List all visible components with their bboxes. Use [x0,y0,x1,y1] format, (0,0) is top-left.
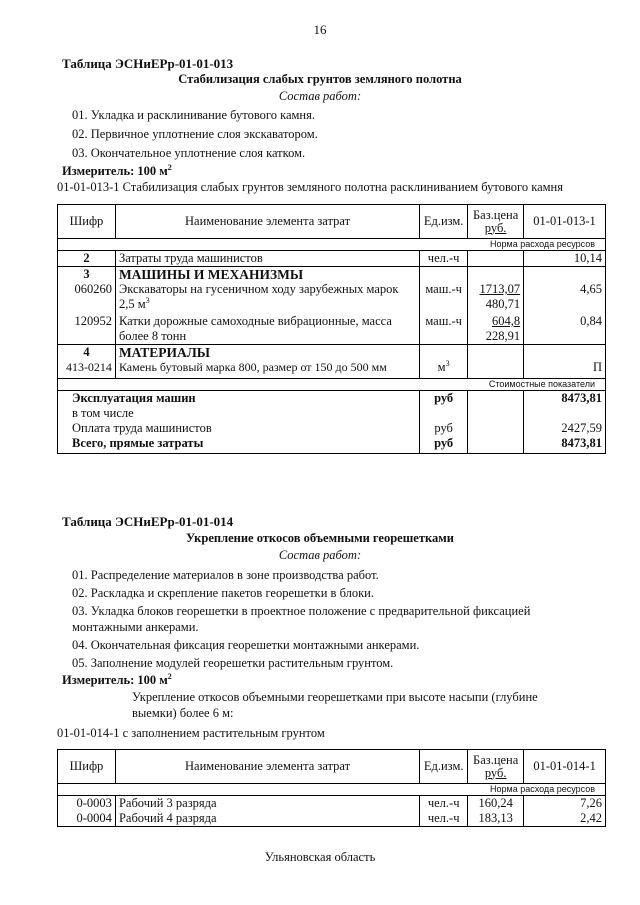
col-shifr: Шифр [58,205,116,239]
table1 [57,204,606,454]
sec-machines-num: 3 [58,267,116,283]
r1-code: 0-0003 [58,796,116,812]
sum-wages-name: Оплата труда машинистов [58,421,420,436]
r1-unit: чел.-ч [420,796,468,812]
col-code: 01-01-013-1 [524,205,606,239]
cost-label: Стоимостные показатели [58,378,606,390]
mat1-value: П [524,360,606,378]
table2-work-5: 05. Заполнение модулей георешетки растительным грунтом. [72,656,394,670]
r1-name: Рабочий 3 разряда [115,796,419,812]
m1-name: Экскаваторы на гусеничном ходу зарубежных марок 2,5 $м^3$ [115,282,419,312]
row-labor-num: 2 [58,251,116,267]
col-shifr: Шифр [58,750,116,784]
mat1-code: 413-0214 [58,360,116,378]
m1-code: 060260 [58,282,116,312]
table2-desc-2: выемки) более 6 м: [132,706,234,720]
col-code: 01-01-014-1 [524,750,606,784]
m1-unit: маш.-ч [420,282,468,312]
r1-price: 160,24 [468,796,524,812]
m2-unit: маш.-ч [420,312,468,345]
sec-materials-num: 4 [58,345,116,361]
mat1-name: Камень бутовый марка 800, размер от 150 до 500 мм [115,360,419,378]
sum-including: в том числе [58,406,420,421]
table1-works-heading: Состав работ: [278,89,362,103]
table1-work-1: 01. Укладка и расклинивание бутового камня. [72,108,315,122]
row-labor-name: Затраты труда машинистов [115,251,419,267]
sum-total-name: Всего, прямые затраты [58,436,420,454]
sum-machines-unit: руб [420,390,468,406]
page-number: 16 [313,22,327,37]
r2-price: 183,13 [468,811,524,827]
m2-value: 0,84 [524,312,606,345]
m1-value: 4,65 [524,282,606,312]
table2-code-line: 01-01-014-1 с заполнением растительным грунтом [57,726,325,740]
col-price: Баз.цена руб. [468,205,524,239]
r2-name: Рабочий 4 разряда [115,811,419,827]
m2-code: 120952 [58,312,116,345]
m1-price: 1713,07 480,71 [468,282,524,312]
col-unit: Ед.изм. [420,205,468,239]
table2-meter: Измеритель: 100 $м^2$ [62,671,172,687]
footer-region: Ульяновская область [264,850,376,864]
norm-label: Норма расхода ресурсов [58,239,606,251]
sum-wages-value: 2427,59 [524,421,606,436]
table2-work-1: 01. Распределение материалов в зоне производства работ. [72,568,379,582]
sum-wages-unit: руб [420,421,468,436]
sum-total-value: 8473,81 [524,436,606,454]
table1-code-line: 01-01-013-1 Стабилизация слабых грунтов земляного полотна расклиниванием бутового камня [57,180,563,194]
table1-meter: Измеритель: 100 $м^2$ [62,162,172,178]
sec-materials-name: МАТЕРИАЛЫ [115,345,419,361]
table2-work-3: 03. Укладка блоков георешетки в проектное положение с предварительной фиксацией [72,604,531,618]
col-unit: Ед.изм. [420,750,468,784]
table2-title: Таблица ЭСНиЕРр-01-01-014 [62,514,234,529]
table1-work-3: 03. Окончательное уплотнение слоя катком. [72,146,306,160]
r2-code: 0-0004 [58,811,116,827]
col-name: Наименование элемента затрат [115,750,419,784]
table2-work-2: 02. Раскладка и скрепление пакетов георешетки в блоки. [72,586,374,600]
col-price: Баз.цена руб. [468,750,524,784]
table2-subtitle: Укрепление откосов объемными георешетками [186,531,454,545]
sum-total-unit: руб [420,436,468,454]
r2-value: 2,42 [524,811,606,827]
row-labor-unit: чел.-ч [420,251,468,267]
sum-machines-name: Эксплуатация машин [58,390,420,406]
table1-work-2: 02. Первичное уплотнение слоя экскаватором. [72,127,318,141]
table1-subtitle: Стабилизация слабых грунтов земляного полотна [178,72,462,86]
m2-price: 604,8 228,91 [468,312,524,345]
col-name: Наименование элемента затрат [115,205,419,239]
row-labor-value: 10,14 [524,251,606,267]
table1-title: Таблица ЭСНиЕРр-01-01-013 [62,56,234,71]
sec-machines-name: МАШИНЫ И МЕХАНИЗМЫ [115,267,419,283]
table2-desc-1: Укрепление откосов объемными георешетками при высоте насыпи (глубине [132,690,538,704]
table2-works-heading: Состав работ: [278,548,362,562]
sum-machines-value: 8473,81 [524,390,606,406]
table2-work-4: 04. Окончательная фиксация георешетки монтажными анкерами. [72,638,420,652]
mat1-unit: $м^3$ [420,360,468,378]
table2-work-3-cont: монтажными анкерами. [72,620,199,634]
r1-value: 7,26 [524,796,606,812]
r2-unit: чел.-ч [420,811,468,827]
table2 [57,749,606,827]
m2-name: Катки дорожные самоходные вибрационные, масса более 8 тонн [115,312,419,345]
norm-label: Норма расхода ресурсов [58,784,606,796]
